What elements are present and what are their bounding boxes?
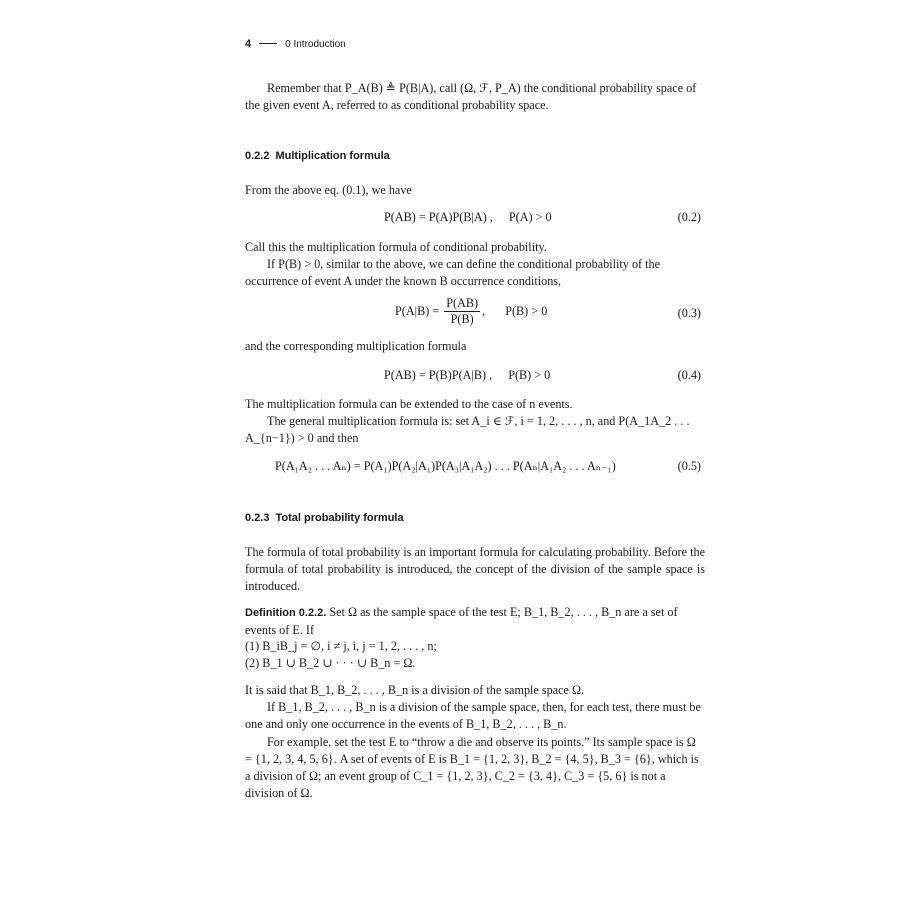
page-number: 4 [245, 38, 252, 50]
header-rule [259, 43, 277, 44]
definition-0-2-2 [245, 604, 705, 639]
equation-0-3 [245, 296, 705, 332]
section-heading-0-2-3 [245, 512, 404, 524]
equation-0-3-lhs: P(A|B) = [395, 304, 440, 318]
paragraph-from-eq: From the above eq. (0.1), we have [245, 183, 412, 197]
paragraph-extended: The multiplication formula can be extended to the case of n events. [245, 397, 573, 411]
section-heading-0-2-2 [245, 150, 390, 162]
equation-0-2 [245, 210, 705, 230]
paragraph-if-pb: If P(B) > 0, similar to the above, we can define the conditional probability of the occurrence of event A under the known B occurrence conditions, [245, 257, 661, 288]
equation-0-2-tag: (0.2) [677, 210, 701, 224]
paragraph-call-mult: Call this the multiplication formula of conditional probability. [245, 240, 547, 254]
equation-0-4 [245, 368, 705, 388]
running-header [245, 38, 346, 50]
equation-0-3-fraction [444, 296, 480, 327]
definition-condition-1: (1) B_iB_j = ∅, i ≠ j, i, j = 1, 2, . . . , n; [245, 639, 437, 653]
equation-0-2-body [384, 210, 552, 225]
equation-0-3-tag: (0.3) [677, 306, 701, 320]
definition-condition-2: (2) B_1 ∪ B_2 ∪ · · · ∪ B_n = Ω. [245, 656, 416, 670]
equation-0-5-tag: (0.5) [677, 459, 701, 473]
definition-text: Set Ω as the sample space of the test E; B_1, B_2, . . . , B_n are a set of events of E. If [245, 605, 678, 637]
equation-0-2-condition: P(A) > 0 [508, 210, 552, 224]
equation-0-4-condition: P(B) > 0 [508, 368, 551, 382]
equation-0-4-tag: (0.4) [677, 368, 701, 382]
equation-0-4-body [384, 368, 550, 383]
equation-0-3-denominator: P(B) [450, 312, 474, 326]
paragraph-if-division: If B_1, B_2, . . . , B_n is a division of the sample space, then, for each test, there must be one and only one occurrence in the events of B_1, B_2, . . . , B_n. [245, 700, 701, 731]
equation-0-3-body [395, 296, 547, 327]
paragraph-conditional-space [245, 80, 705, 114]
section-title: Multiplication formula [275, 150, 390, 162]
equation-0-5-formula: P(A₁A₂ . . . Aₙ) = P(A₁)P(A₂|A₁)P(A₃|A₁A₂) . . . P(Aₙ|A₁A₂ . . . Aₙ₋₁) [275, 459, 616, 473]
definition-label: Definition 0.2.2. [245, 607, 327, 619]
paragraph-conditional-space-text: Remember that P_A(B) ≜ P(B|A), call (Ω, ℱ, P_A) the conditional probability space of the given event A, referred to as conditional probability space. [245, 81, 697, 112]
paragraph-division: It is said that B_1, B_2, . . . , B_n is a division of the sample space Ω. [245, 683, 585, 697]
equation-0-3-condition: P(B) > 0 [505, 304, 548, 318]
equation-0-3-numerator: P(AB) [446, 296, 479, 310]
section-title: Total probability formula [275, 512, 404, 524]
chapter-title: 0 Introduction [285, 39, 346, 50]
equation-0-5 [245, 459, 705, 479]
paragraph-total-intro: The formula of total probability is an important formula for calculating probability. Before the formula of total probability is introduced, the concept of the division of the sample space is introduced. [245, 545, 705, 593]
paragraph-corresponding: and the corresponding multiplication formula [245, 339, 467, 353]
paragraph-example: For example, set the test E to “throw a die and observe its points.” Its sample space is Ω = {1, 2, 3, 4, 5, 6}. A set of events of E is B_1 = {1, 2, 3}, B_2 = {4, 5}, B_3 = {6}, which is a division of Ω; an event group of C_1 = {1, 2, 3}, C_2 = {3, 4}, C_3 = {5, 6} is not a division of Ω. [245, 735, 699, 800]
section-number: 0.2.3 [245, 512, 270, 524]
paragraph-general-mult: The general multiplication formula is: set A_i ∈ ℱ, i = 1, 2, . . . , n, and P(A_1A_2 . . . A_{n−1}) > 0 and then [245, 414, 690, 445]
equation-0-4-formula: P(AB) = P(B)P(A|B) , [384, 368, 493, 382]
equation-0-3-comma: , [482, 304, 486, 318]
section-number: 0.2.2 [245, 150, 270, 162]
equation-0-2-formula: P(AB) = P(A)P(B|A) , [384, 210, 493, 224]
